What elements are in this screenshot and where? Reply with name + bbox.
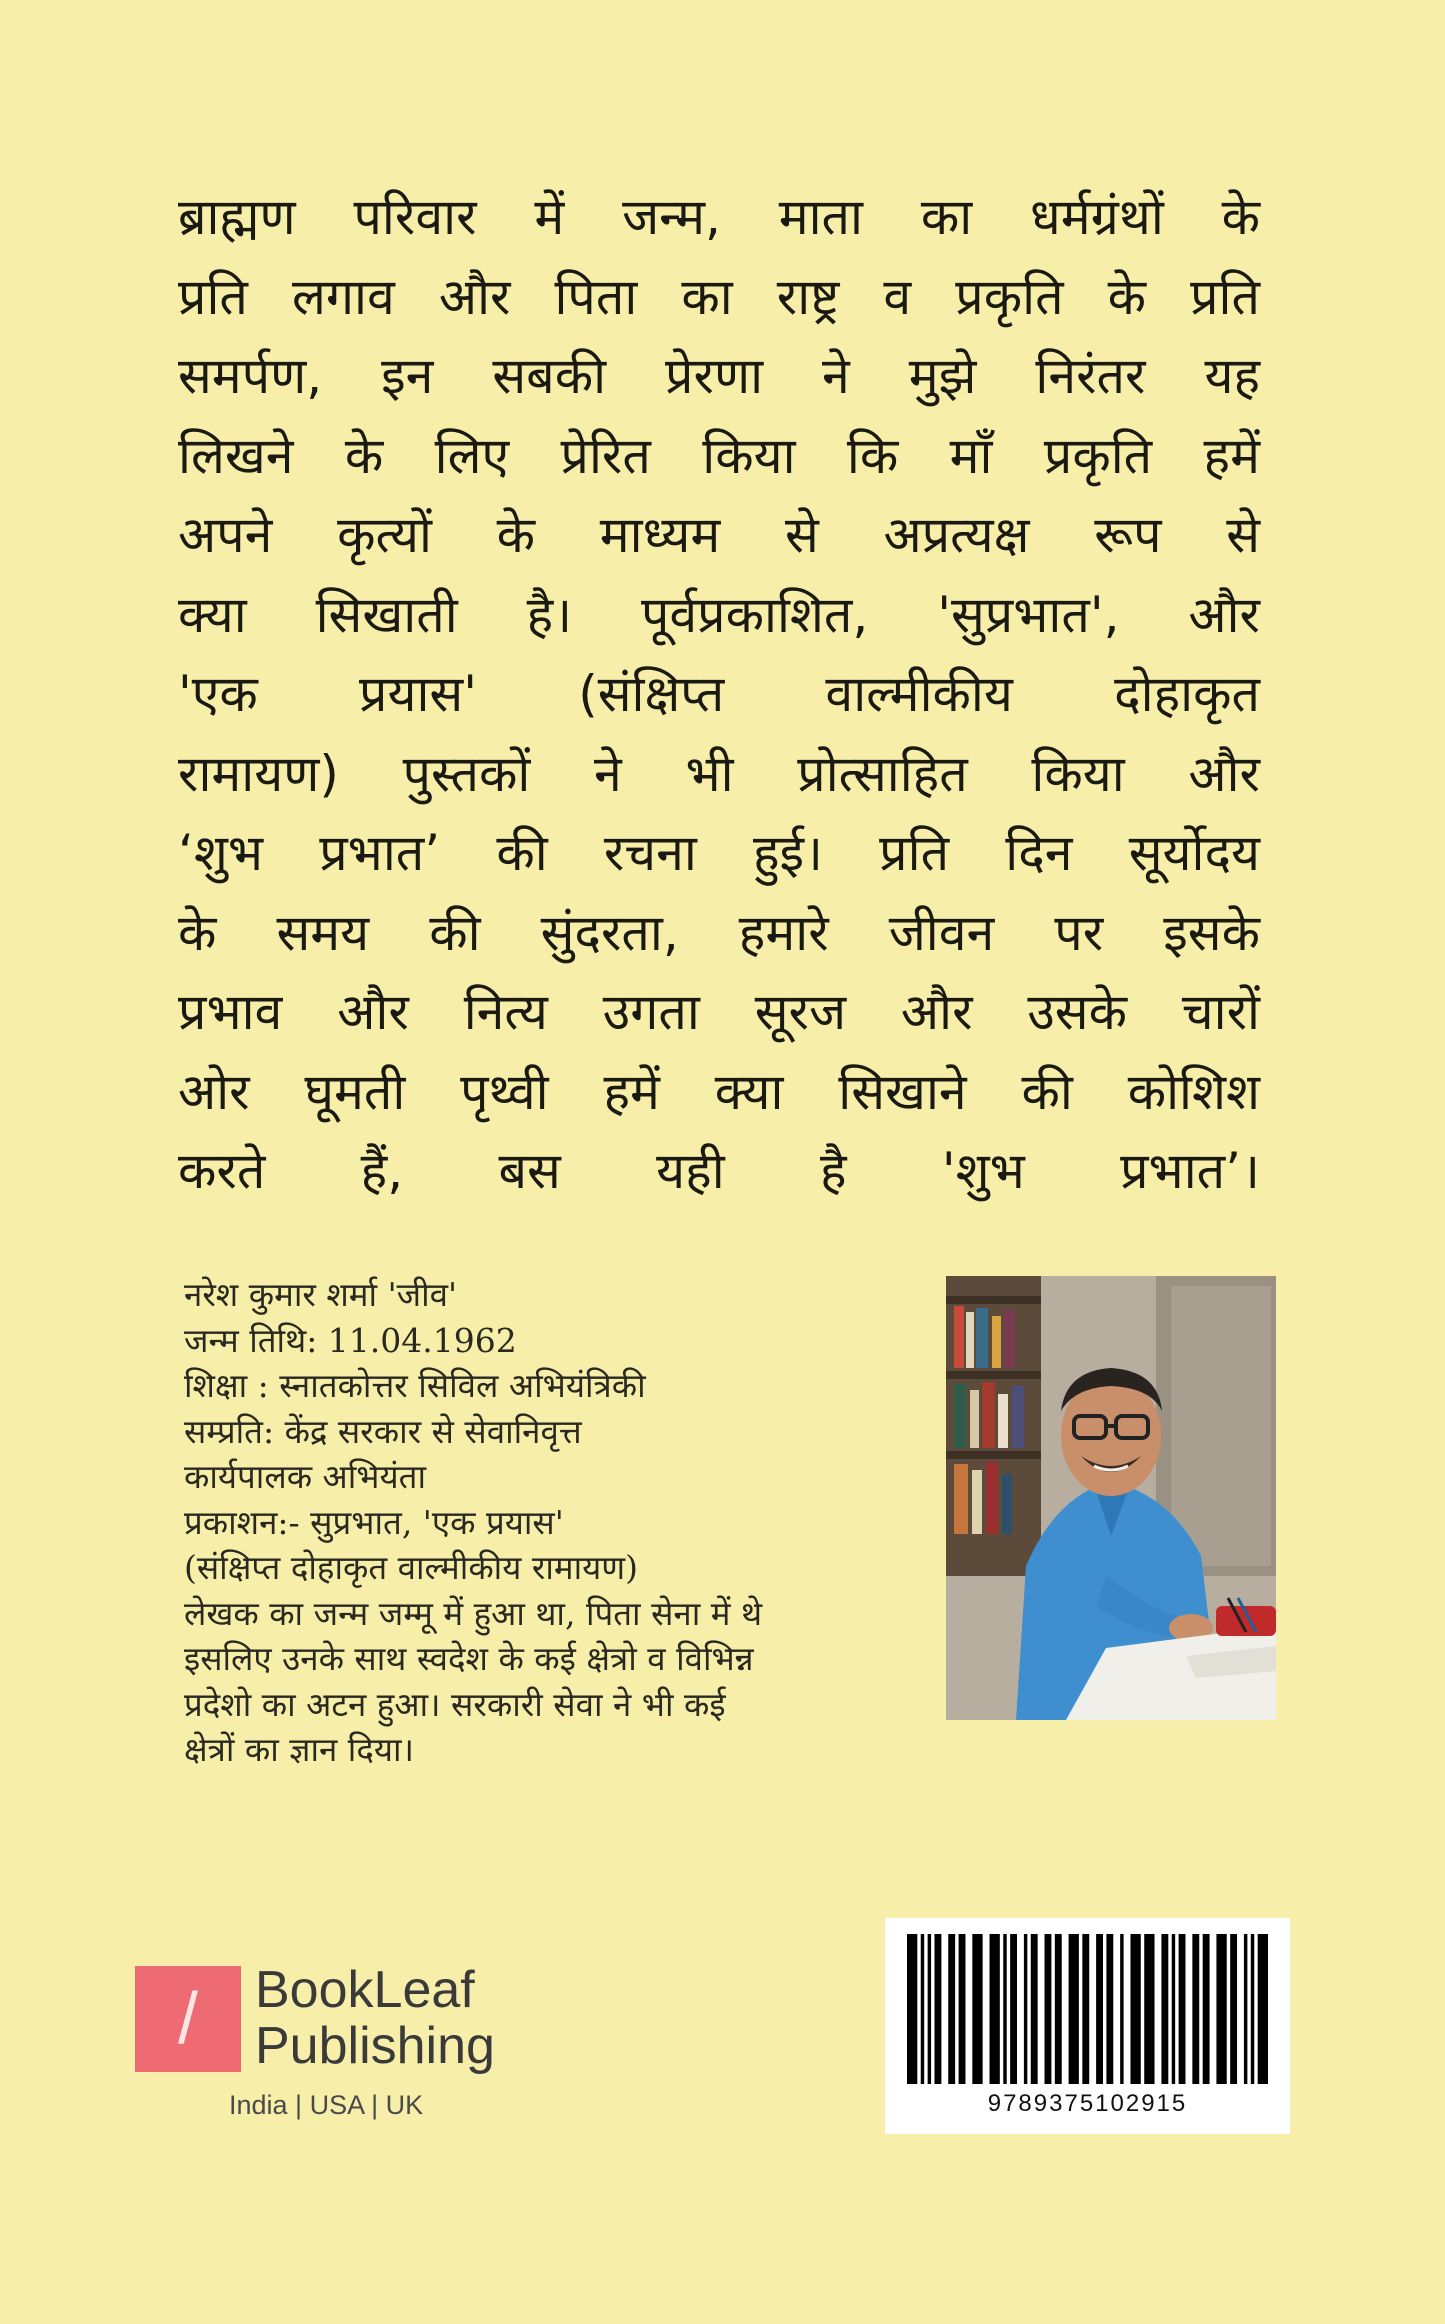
blurb-line: ब्राह्मण परिवार में जन्म, माता का धर्मग्रंथों के xyxy=(178,188,1260,246)
blurb-line: समर्पण, इन सबकी प्रेरणा ने मुझे निरंतर यह xyxy=(178,347,1260,405)
publisher-name-line2: Publishing xyxy=(255,2017,495,2075)
blurb-line: रामायण) पुस्तकों ने भी प्रोत्साहित किया और xyxy=(178,744,1260,803)
isbn-barcode xyxy=(885,1918,1290,2134)
barcode-bars xyxy=(907,1934,1268,2084)
blurb-line: ‘शुभ प्रभात’ की रचना हुई। प्रति दिन सूर्योदय xyxy=(178,824,1260,882)
publisher-name xyxy=(255,1962,495,2074)
author-bio-text: प्रदेशो का अटन हुआ। सरकारी सेवा ने भी कई xyxy=(184,1684,726,1724)
author-occupation: सम्प्रति: केंद्र सरकार से सेवानिवृत्त xyxy=(184,1411,582,1451)
author-publications-cont: (संक्षिप्त दोहाकृत वाल्मीकीय रामायण) xyxy=(184,1548,639,1587)
author-bio-text: इसलिए उनके साथ स्वदेश के कई क्षेत्रो व विभिन्न xyxy=(184,1639,754,1678)
logo-slash-icon: / xyxy=(177,1979,198,2059)
blurb-line: लिखने के लिए प्रेरित किया कि माँ प्रकृति हमें xyxy=(178,426,1260,485)
author-name: नरेश कुमार शर्मा 'जीव' xyxy=(184,1275,458,1314)
blurb-line: 'एक प्रयास' (संक्षिप्त वाल्मीकीय दोहाकृत xyxy=(178,665,1260,723)
author-bio-text: लेखक का जन्म जम्मू में हुआ था, पिता सेना में थे xyxy=(184,1593,763,1633)
author-occupation-cont: कार्यपालक अभियंता xyxy=(184,1457,426,1496)
isbn-number: 9789375102915 xyxy=(987,2090,1188,2117)
author-publications: प्रकाशन:- सुप्रभात, 'एक प्रयास' xyxy=(184,1502,564,1542)
author-photo xyxy=(946,1276,1276,1720)
blurb-line: करते हैं, बस यही है 'शुभ प्रभात’। xyxy=(178,1142,1260,1200)
publisher-logo xyxy=(135,1961,535,2126)
author-bio xyxy=(184,1272,904,1773)
author-education: शिक्षा : स्नातकोत्तर सिविल अभियंत्रिकी xyxy=(184,1366,646,1405)
blurb-line: के समय की सुंदरता, हमारे जीवन पर इसके xyxy=(178,903,1260,962)
back-cover-blurb xyxy=(178,178,1260,1212)
author-birth-date: जन्म तिथि: 11.04.1962 xyxy=(184,1320,517,1360)
publisher-regions: India | USA | UK xyxy=(229,2090,424,2120)
blurb-line: अपने कृत्यों के माध्यम से अप्रत्यक्ष रूप से xyxy=(178,506,1260,564)
blurb-line: क्या सिखाती है। पूर्वप्रकाशित, 'सुप्रभात', और xyxy=(178,585,1260,644)
blurb-line: ओर घूमती पृथ्वी हमें क्या सिखाने की कोशिश xyxy=(178,1062,1260,1121)
blurb-line: प्रभाव और नित्य उगता सूरज और उसके चारों xyxy=(178,983,1260,1041)
author-bio-text: क्षेत्रों का ज्ञान दिया। xyxy=(184,1730,415,1769)
publisher-name-line1: BookLeaf xyxy=(255,1961,475,2019)
blurb-line: प्रति लगाव और पिता का राष्ट्र व प्रकृति के प्रति xyxy=(178,267,1260,326)
